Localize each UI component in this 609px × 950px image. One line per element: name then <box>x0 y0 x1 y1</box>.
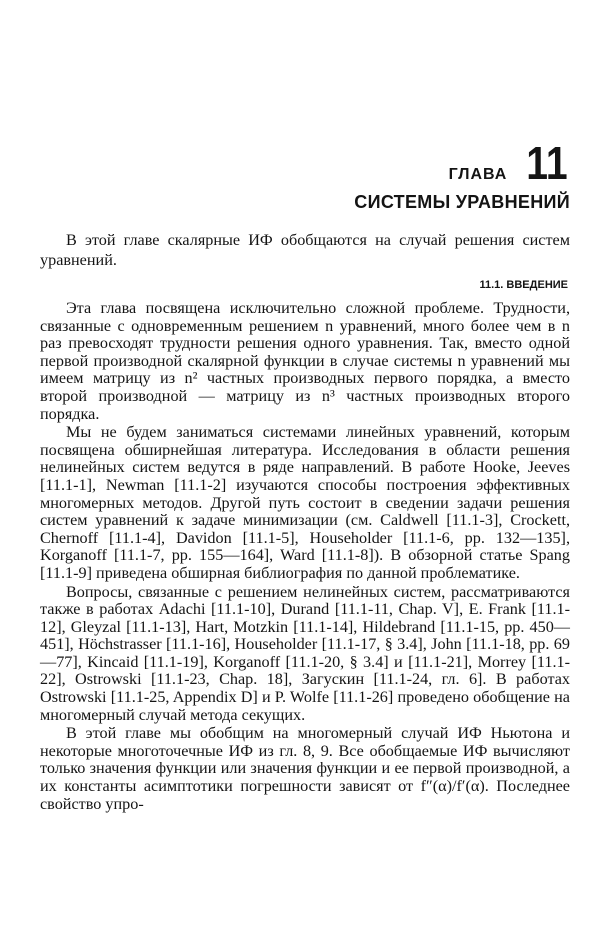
section-heading: 11.1. ВВЕДЕНИЕ <box>479 279 568 291</box>
chapter-heading <box>448 137 568 189</box>
intro-paragraph: В этой главе скалярные ИФ обобщаются на случай решения систем уравнений. <box>40 231 570 269</box>
section-body <box>40 300 570 813</box>
paragraph: Мы не будем заниматься системами линейных уравнений, которым посвящена обширнейшая литература. Исследования в области решения нелинейных систем ведутся в ряде направлений. В работе Hooke, Jeeves [11.1-1], Newman [11.1-2] изучаются способы построения эффективных многомерных методов. Другой путь состоит в сведении задачи решения систем уравнений к задаче минимизации (см. Caldwell [11.1-3], Crockett, Chernoff [11.1-4], Davidon [11.1-5], Householder [11.1-6, pp. 132—135], Korganoff [11.1-7, pp. 155—164], Ward [11.1-8]). В обзорной статье Spang [11.1-9] приведена обширная библиография по данной проблематике. <box>40 423 570 582</box>
paragraph: Эта глава посвящена исключительно сложной проблеме. Трудности, связанные с одновременным решением n уравнений, много более чем в n раз превосходят трудности решения одного уравнения. Так, вместо одной первой производной скалярной функции в случае системы n уравнений мы имеем матрицу из n² частных производных первого порядка, а вместо второй производной — матрицу из n³ частных производных второго порядка. <box>40 299 570 423</box>
paragraph: Вопросы, связанные с решением нелинейных систем, рассматриваются также в работах Adachi [11.1-10], Durand [11.1-11, Chap. V], E. Frank [11.1-12], Gleyzal [11.1-13], Hart, Motzkin [11.1-14], Hildebrand [11.1-15, pp. 450—451], Höchstrasser [11.1-16], Householder [11.1-17, § 3.4], John [11.1-18, pp. 69—77], Kincaid [11.1-19], Korganoff [11.1-20, § 3.4] и [11.1-21], Morrey [11.1-22], Ostrowski [11.1-23, Chap. 18], Загускин [11.1-24, гл. 6]. В работах Ostrowski [11.1-25, Appendix D] и P. Wolfe [11.1-26] проведено обобщение на многомерный случай метода секущих. <box>40 582 570 724</box>
chapter-intro <box>40 230 570 270</box>
chapter-label: ГЛАВА <box>448 166 508 183</box>
chapter-number: 11 <box>526 137 568 189</box>
paragraph: В этой главе мы обобщим на многомерный случай ИФ Ньютона и некоторые многоточечные ИФ из гл. 8, 9. Все обобщаемые ИФ вычисляют только значения функции или значения функции и ее первой производной, а их константы асимптотики погрешности зависят от f″(α)/f′(α). Последнее свойство упро- <box>40 724 570 813</box>
chapter-title: СИСТЕМЫ УРАВНЕНИЙ <box>354 192 570 212</box>
